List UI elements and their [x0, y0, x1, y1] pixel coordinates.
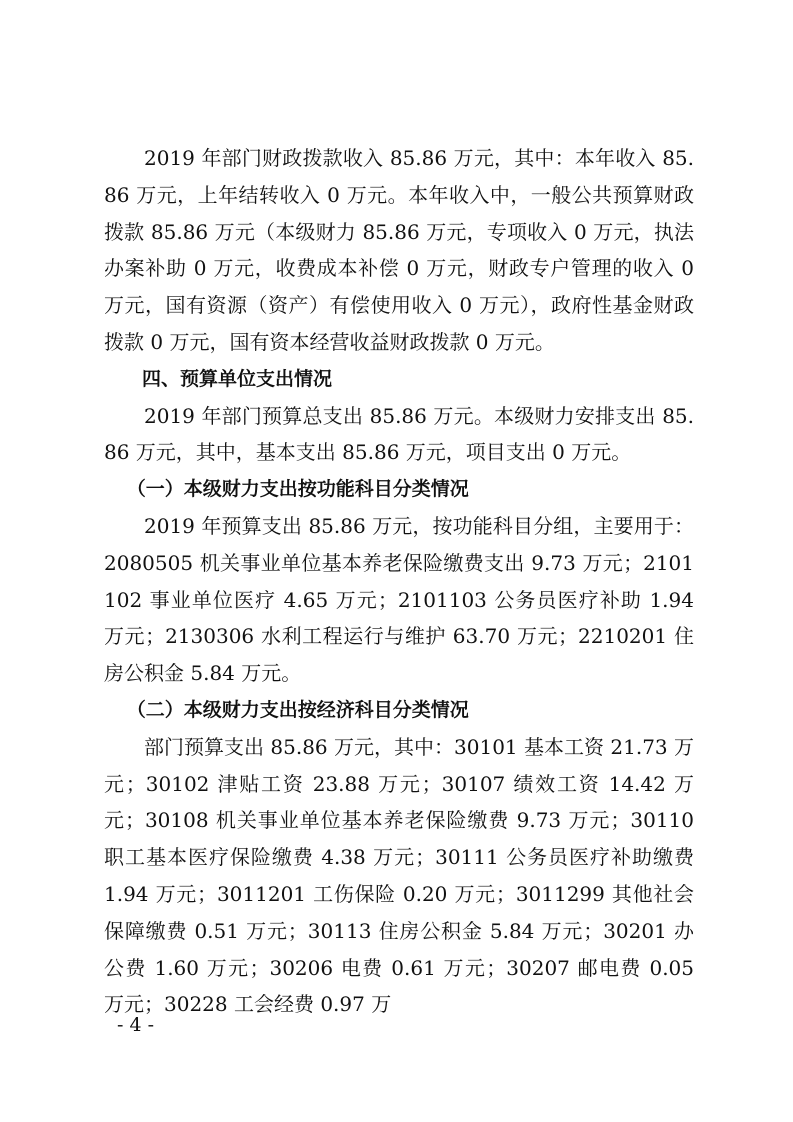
section-heading-expenditure: 四、预算单位支出情况 — [142, 367, 333, 390]
subheading-economic-classification: （二）本级财力支出按经济科目分类情况 — [126, 698, 469, 721]
document-body — [104, 140, 694, 1023]
subheading-functional-classification: （一）本级财力支出按功能科目分类情况 — [126, 478, 469, 501]
paragraph-economic-items: 部门预算支出 85.86 万元，其中：30101 基本工资 21.73 万元；30102 津贴工资 23.88 万元；30107 绩效工资 14.42 万元；30108 机关事业单位基本养老保险缴费 9.73 万元；30110 职工基本医疗保险缴费 4.38 万元；30111 公务员医疗补助缴费 1.94 万元；3011201 工伤保险 0.20 万元；3011299 其他社会保障缴费 0.51 万元；30113 住房公积金 5.84 万元；30201 办公费 1.60 万元；30206 电费 0.61 万元；30207 邮电费 0.05 万元；30228 工会经费 0.97 万 — [104, 734, 694, 1017]
page-number: - 4 - — [117, 1014, 155, 1036]
paragraph-total-expenditure: 2019 年部门预算总支出 85.86 万元。本级财力安排支出 85.86 万元，其中，基本支出 85.86 万元，项目支出 0 万元。 — [104, 403, 694, 465]
paragraph-functional-items: 2019 年预算支出 85.86 万元，按功能科目分组，主要用于：2080505 机关事业单位基本养老保险缴费支出 9.73 万元；2101102 事业单位医疗 4.65 万元；2101103 公务员医疗补助 1.94 万元；2130306 水利工程运行与维护 63.70 万元；2210201 住房公积金 5.84 万元。 — [104, 513, 694, 686]
paragraph-revenue: 2019 年部门财政拨款收入 85.86 万元，其中：本年收入 85.86 万元，上年结转收入 0 万元。本年收入中，一般公共预算财政拨款 85.86 万元（本级财力 85.86 万元，专项收入 0 万元，执法办案补助 0 万元，收费成本补偿 0 万元，财政专户管理的收入 0 万元，国有资源（资产）有偿使用收入 0 万元），政府性基金财政拨款 0 万元，国有资本经营收益财政拨款 0 万元。 — [104, 146, 694, 354]
